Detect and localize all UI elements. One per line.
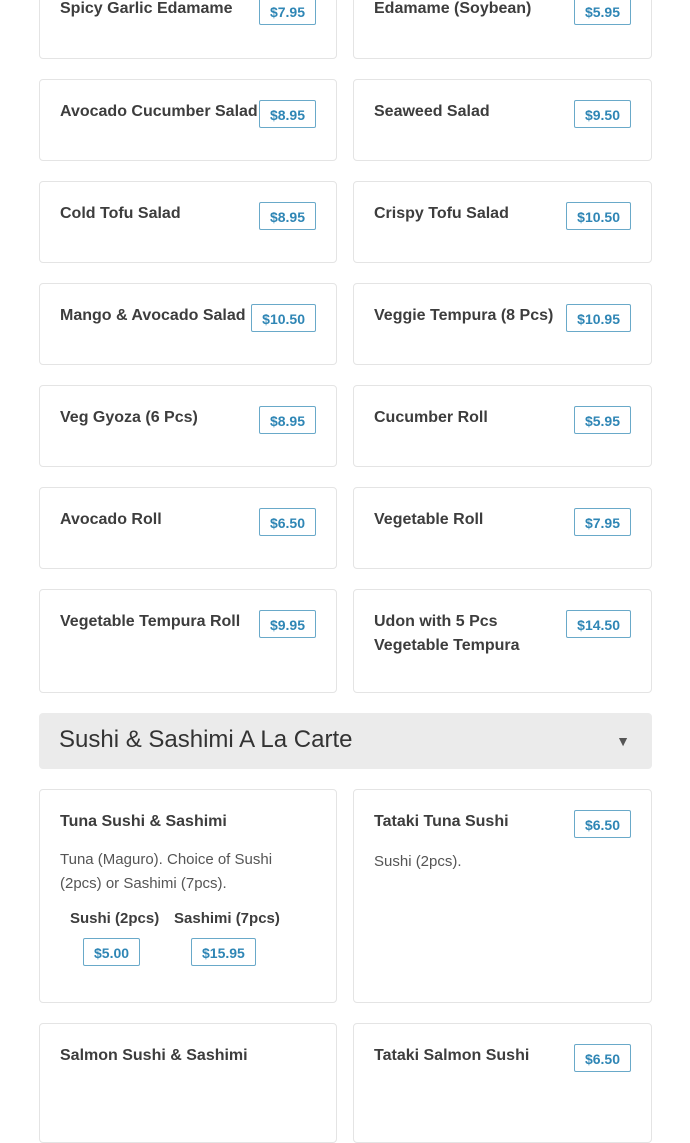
menu-item-name: Tataki Salmon Sushi bbox=[374, 1047, 530, 1064]
menu-item-name: Salmon Sushi & Sashimi bbox=[60, 1047, 248, 1064]
menu-item-name: Spicy Garlic Edamame bbox=[60, 0, 233, 17]
price-button[interactable]: $8.95 bbox=[259, 406, 316, 434]
price-button[interactable]: $7.95 bbox=[574, 508, 631, 536]
price-button[interactable]: $14.50 bbox=[566, 610, 631, 638]
menu-item-description: Sushi (2pcs). bbox=[374, 853, 462, 870]
menu-item-name: Veg Gyoza (6 Pcs) bbox=[60, 409, 198, 426]
menu-item-name: Vegetable Roll bbox=[374, 511, 484, 528]
menu-item-card[interactable] bbox=[39, 181, 337, 263]
menu-item-card[interactable] bbox=[39, 79, 337, 161]
price-button[interactable]: $6.50 bbox=[574, 810, 631, 838]
price-button[interactable]: $5.95 bbox=[574, 406, 631, 434]
menu-item-name: Cold Tofu Salad bbox=[60, 205, 181, 222]
price-button[interactable]: $9.95 bbox=[259, 610, 316, 638]
menu-item-card[interactable] bbox=[353, 181, 652, 263]
menu-item-card[interactable] bbox=[39, 789, 337, 1003]
caret-down-icon[interactable]: ▼ bbox=[616, 733, 630, 749]
menu-item-name: Avocado Roll bbox=[60, 511, 162, 528]
menu-item-name: Veggie Tempura (8 Pcs) bbox=[374, 307, 554, 324]
menu-item-name: Edamame (Soybean) bbox=[374, 0, 532, 17]
menu-item-card[interactable] bbox=[353, 283, 652, 365]
price-button[interactable]: $10.50 bbox=[566, 202, 631, 230]
menu-item-card[interactable] bbox=[39, 0, 337, 59]
price-button[interactable]: $9.50 bbox=[574, 100, 631, 128]
menu-item-card[interactable] bbox=[39, 385, 337, 467]
menu-item-card[interactable] bbox=[353, 1023, 652, 1143]
menu-item-name: Tuna Sushi & Sashimi bbox=[60, 813, 227, 830]
section-title: Sushi & Sashimi A La Carte bbox=[59, 726, 353, 753]
menu-item-name: Cucumber Roll bbox=[374, 409, 488, 426]
menu-item-card[interactable] bbox=[353, 589, 652, 693]
price-button[interactable]: $7.95 bbox=[259, 0, 316, 25]
menu-item-card[interactable] bbox=[353, 79, 652, 161]
menu-item-description: Tuna (Maguro). Choice of Sushi (2pcs) or Sashimi (7pcs). bbox=[60, 851, 273, 892]
menu-item-name: Seaweed Salad bbox=[374, 103, 490, 120]
section-header-sushi-sashimi[interactable] bbox=[39, 713, 652, 769]
menu-item-name: Crispy Tofu Salad bbox=[374, 205, 509, 222]
menu-item-card[interactable] bbox=[353, 487, 652, 569]
menu-item-card[interactable] bbox=[39, 283, 337, 365]
menu-item-name: Vegetable Tempura Roll bbox=[60, 613, 241, 630]
price-button[interactable]: $5.95 bbox=[574, 0, 631, 25]
price-button[interactable]: $15.95 bbox=[191, 938, 256, 966]
price-button[interactable]: $10.95 bbox=[566, 304, 631, 332]
menu-item-card[interactable] bbox=[39, 589, 337, 693]
price-button[interactable]: $6.50 bbox=[574, 1044, 631, 1072]
price-button[interactable]: $5.00 bbox=[83, 938, 140, 966]
price-button[interactable]: $10.50 bbox=[251, 304, 316, 332]
price-button[interactable]: $8.95 bbox=[259, 202, 316, 230]
option-label: Sushi (2pcs) bbox=[70, 910, 160, 927]
menu-item-name: Tataki Tuna Sushi bbox=[374, 813, 509, 830]
option-label: Sashimi (7pcs) bbox=[174, 910, 280, 927]
menu-item-card[interactable] bbox=[353, 385, 652, 467]
menu-item-name: Udon with 5 Pcs Vegetable Tempura bbox=[374, 613, 520, 654]
menu-item-card[interactable] bbox=[39, 487, 337, 569]
price-button[interactable]: $8.95 bbox=[259, 100, 316, 128]
menu-item-card[interactable] bbox=[39, 1023, 337, 1143]
menu-item-card[interactable] bbox=[353, 0, 652, 59]
menu-item-card[interactable] bbox=[353, 789, 652, 1003]
menu-item-name: Mango & Avocado Salad bbox=[60, 307, 246, 324]
menu-item-name: Avocado Cucumber Salad bbox=[60, 103, 258, 120]
price-button[interactable]: $6.50 bbox=[259, 508, 316, 536]
